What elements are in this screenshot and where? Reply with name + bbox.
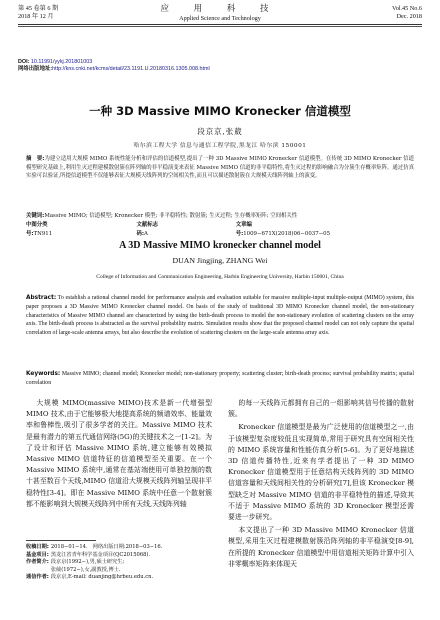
doi-block: [18, 59, 210, 74]
journal-name-zh: 应 用 科 技: [160, 4, 280, 14]
online-url-label: 网络出版地址:: [18, 66, 53, 73]
keywords-zh-label: 关键词:: [26, 213, 45, 219]
body-paragraph: 的每一天线阵元都拥有自己的一组影响其信号传播的散射簇。: [228, 399, 414, 419]
doi-label: DOI:: [18, 59, 30, 65]
body-paragraph: Kronecker 信道模型是最为广泛使用的信道模型之一,由于该模型复杂度较低且实现简单,常用于研究具有空间相关性的 MIMO 系统容量和性能仿真分析[5-6]。为了更好地描述 3D 信道传播特性,近来有学者提出了一种 3D MIMO Kronecker 信道模型用于任意结构天线阵列的 3D MIMO 信道容量和天线间相关性的分析研究[7],但该 Kronecker 模型缺乏对 Massive MIMO 信道的非平稳特性的描述,导致其不适于 Massive MIMO 系统的 3D Kronecker 模型还需要进一步研究。: [228, 423, 414, 522]
abstract-en-text: To establish a rational channel model for performance analysis and evaluation suitable for massive multiple-input multiple-output (MIMO) system, this paper proposes a 3D Massive MIMO Kronecker channel model. On basis of the study of traditional 3D MIMO Kronecker channel model, the non-stationary characteristics of Massive MIMO channel are characterized by using the birth-death process to model the non-stationary evolution of scattering clusters on the array axis. The birth-death process is abstracted as the survival probability matrix. Simulation results show that the proposed channel model can not only capture the spatial correlation of large-scale antenna arrays, but also describe the evolution of scattering clusters on the large-scale antenna array axis.: [26, 295, 414, 336]
body-column-left: [26, 398, 212, 536]
volume-issue: 第 45 卷第 6 期: [18, 5, 59, 12]
abstract-zh: [26, 155, 414, 181]
footnote-block: [26, 544, 212, 582]
paper-title-zh: 一种 3D Massive MIMO Kronecker 信道模型: [89, 104, 351, 118]
article-number: 文章编号:1009−671X(2018)06−0037−05: [235, 222, 331, 237]
body-paragraph: 本文提出了一种 3D Massive MIMO Kronecker 信道模型,采用生灭过程建模散射簇沿阵列轴的非平稳演变[8-9],在所提的 Kronecker 信道模型中用信道相关矩阵计算中引入非零概率矩阵来体现天: [228, 526, 414, 568]
journal-volume-info-en: [392, 5, 422, 22]
footnote-rule: [26, 540, 96, 541]
journal-name: [120, 4, 320, 23]
keywords-en: [26, 370, 414, 388]
authors-en: DUAN Jingjing, ZHANG Wei: [172, 256, 268, 265]
classification-row: [26, 221, 414, 238]
fund-info: 基金项目: 黑龙江省青年科学基金项目(QC2015068).: [26, 551, 151, 558]
keywords-zh: [26, 212, 414, 221]
body-paragraph: 大规模 MIMO(massive MIMO)技术是新一代增强型 MIMO 技术,由于它能够极大地提高系统的频谱效率、能量效率和鲁棒性,吸引了很多学者的关注。Massive MIMO 技术是最有潜力的第五代通信网络(5G)的关键技术之一[1-2]。为了设计和评估 Massive MIMO 系统,建立能够有效模拟 Massive MIMO 信道特征的信道模型至关重要。在一个 Massive MIMO 系统中,通常在基站端使用可单独控制的数十甚至数百个天线,MIMO 信道沿大规模天线阵列轴呈现非平稳特性[3-4]。即在 Massive MIMO 系统中任意一个散射簇都不能影响到大规模天线阵列中所有天线,天线阵列轴: [26, 399, 212, 508]
received-date: 收稿日期: 2018−01−14. 网络出版日期:2018−03−16.: [26, 544, 163, 550]
journal-name-en: Applied Science and Technology: [179, 15, 261, 22]
abstract-en: [26, 294, 414, 338]
abstract-zh-text: 为建立适用大规模 MIMO 系统性能分析和评估的信道模型,提出了一种 3D Massive MIMO Kronecker 信道模型。在传统 3D MIMO Kronecker 信道模型研究基础上,利用生灭过程建模散射簇在阵列轴的非平稳演变来表征 Massive MIMO 信道的非平稳特性,将生灭过程的影响融合为分簇生存概率矩阵。通过仿真实验可以验证,所提信道模型不仅能够表征大规模天线阵列的空间相关性,而且可以描述散射簇在大规模天线阵列轴上的演变。: [26, 156, 415, 180]
online-url-link[interactable]: http://kns.cnki.net/kcms/detail/23.1191.U.20180316.1305.008.html: [52, 66, 210, 73]
keywords-zh-text: Massive MIMO; 信道模型; Kronecker 模型; 非平稳特性; 散射簇; 生灭过程; 生存概率矩阵; 空间相关性: [44, 213, 298, 219]
affiliation-zh: 哈尔滨工程大学 信息与通信工程学院,黑龙江 哈尔滨 150001: [133, 143, 307, 149]
authors-zh: 段京京,张葳: [197, 127, 243, 136]
affiliation-en: College of Information and Communication Engineering, Harbin Engineering University, Harbin 150001, China: [96, 274, 344, 280]
abstract-zh-label: 摘 要:: [26, 156, 45, 162]
keywords-en-text: Massive MIMO; channel model; Kronecker model; non-stationary property; scattering cluster; birth-death process; survival probability matrix; spatial correlation: [26, 371, 414, 386]
clc-number: 中图分类号:TN911: [26, 222, 53, 237]
keywords-en-label: Keywords:: [26, 371, 61, 377]
publish-date-en: Dec. 2018: [396, 13, 422, 21]
doi-link[interactable]: 10.11991/yykj.201801003: [30, 59, 93, 65]
body-column-right: [228, 398, 414, 614]
journal-volume-info: [18, 5, 58, 22]
corresponding-author: 通信作者: 段京京,E-mail: duanjing@hrbeu.edu.cn.: [26, 574, 154, 581]
author-bio: 作者简介: 段京京(1992−),男,硕士研究生; 张葳(1972−),女,副教授,博士.: [26, 559, 125, 573]
document-code: 文献标志码:A: [136, 222, 159, 237]
volume-issue-en: Vol.45 No.6: [392, 5, 422, 12]
publish-date-zh: 2018 年 12 月: [18, 13, 54, 21]
header-rule-thin: [18, 26, 422, 27]
paper-title-en: A 3D Massive MIMO kronecker channel model: [119, 240, 321, 251]
abstract-en-label: Abstract:: [26, 295, 57, 301]
